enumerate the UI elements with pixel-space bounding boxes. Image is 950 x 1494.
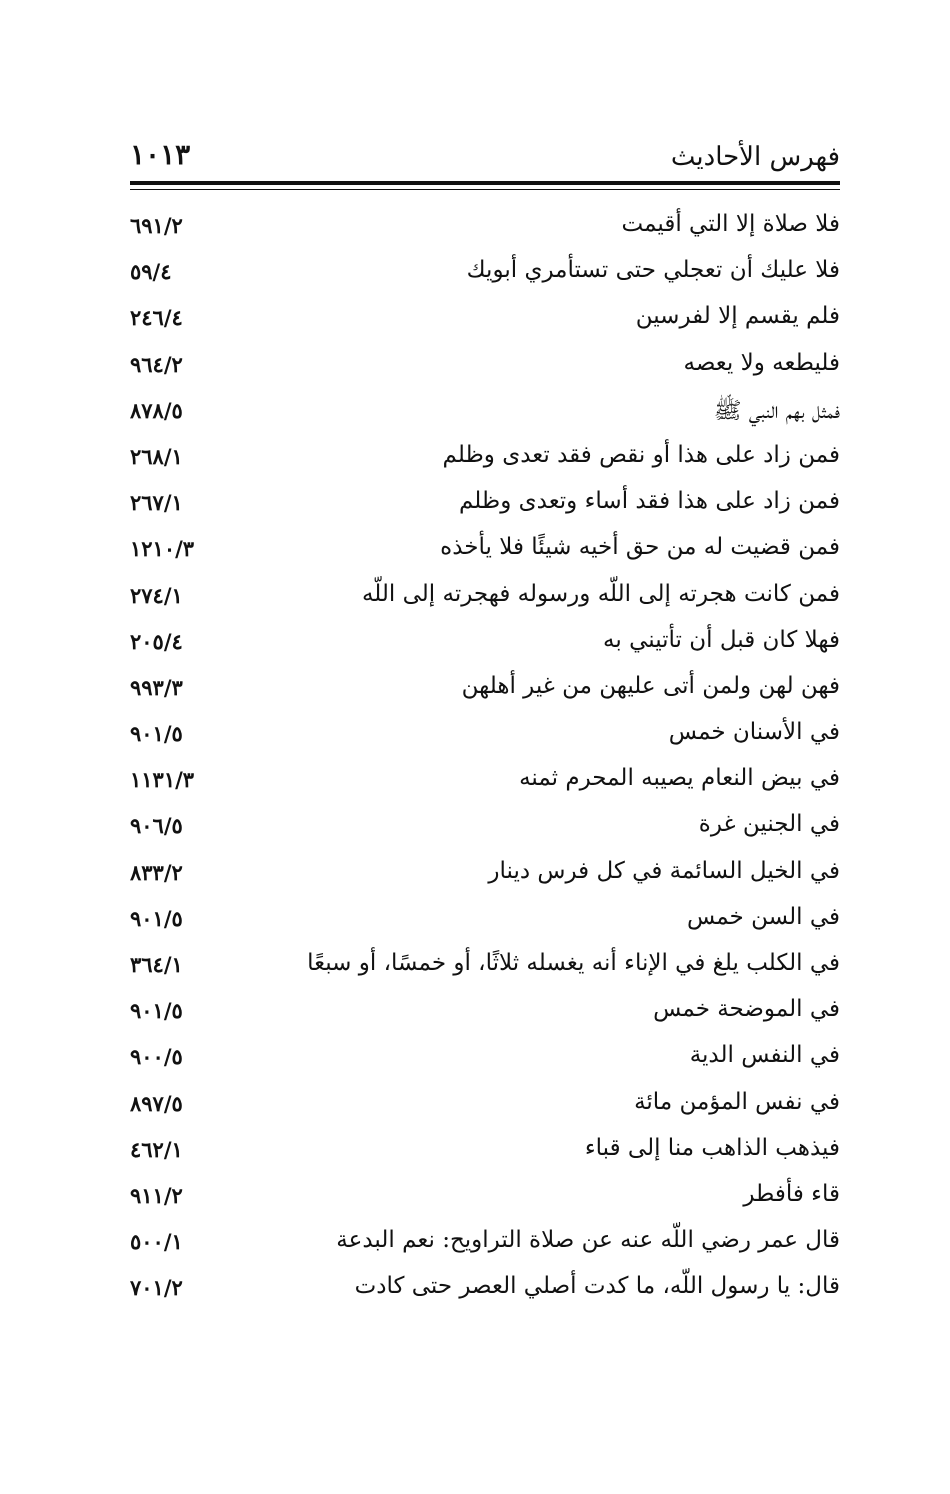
index-entry [130, 390, 840, 436]
hadith-text: في الموضحة خمس [653, 996, 840, 1023]
hadith-text: في الكلب يلغ في الإناء أنه يغسله ثلاثًا، أو خمسًا، أو سبعًا [307, 950, 840, 976]
hadith-text: فمثل بهم النبي ﷺ [713, 397, 840, 424]
index-entry [130, 852, 840, 898]
volume-page-reference: ٥٠٠/١ [130, 1229, 183, 1255]
volume-page-reference: ٨٩٧/٥ [130, 1090, 183, 1116]
index-entry [130, 621, 840, 667]
hadith-text: في نفس المؤمن مائة [634, 1088, 840, 1115]
hadith-text: في السن خمس [686, 903, 840, 930]
index-entry [130, 805, 840, 851]
index-entry [130, 944, 840, 990]
hadith-text: قاء فأفطر [743, 1180, 840, 1207]
index-entry [130, 297, 840, 343]
hadith-text: قال: يا رسول اللّه، ما كدت أصلي العصر حتى كادت [354, 1273, 840, 1300]
volume-page-reference: ٧٠١/٢ [130, 1275, 183, 1301]
volume-page-reference: ١١٣١/٣ [130, 767, 195, 793]
volume-page-reference: ٨٣٣/٢ [130, 859, 183, 885]
hadith-text: فهلا كان قبل أن تأتيني به [603, 626, 840, 653]
index-entry [130, 1083, 840, 1129]
volume-page-reference: ١٢١٠/٣ [130, 536, 195, 562]
hadith-text: فلا عليك أن تعجلي حتى تستأمري أبويك [466, 257, 840, 284]
index-entry [130, 1129, 840, 1175]
page-header [130, 132, 840, 180]
volume-page-reference: ٤٦٢/١ [130, 1136, 183, 1162]
index-entry [130, 436, 840, 482]
volume-page-reference: ٢٤٦/٤ [130, 305, 183, 331]
hadith-text: فهن لهن ولمن أتى عليهن من غير أهلهن [461, 672, 840, 699]
volume-page-reference: ٢٠٥/٤ [130, 628, 183, 654]
hadith-text: في الجنين غرة [698, 811, 840, 838]
hadith-text: قال عمر رضي اللّه عنه عن صلاة التراويح: نعم البدعة [336, 1227, 840, 1254]
index-entry [130, 251, 840, 297]
index-entry [130, 990, 840, 1036]
index-entry [130, 1036, 840, 1082]
volume-page-reference: ٢٦٨/١ [130, 443, 183, 469]
volume-page-reference: ٩٠١/٥ [130, 721, 183, 747]
index-entry [130, 713, 840, 759]
hadith-text: في الخيل السائمة في كل فرس دينار [488, 857, 840, 884]
volume-page-reference: ٩٠١/٥ [130, 998, 183, 1024]
volume-page-reference: ٩٠٦/٥ [130, 813, 183, 839]
hadith-text: في بيض النعام يصيبه المحرم ثمنه [519, 765, 840, 792]
index-entry [130, 344, 840, 390]
hadith-text: فمن زاد على هذا أو نقص فقد تعدى وظلم [442, 441, 840, 468]
hadith-text: في الأسنان خمس [668, 719, 840, 746]
hadith-text: فليطعه ولا يعصه [683, 349, 840, 376]
hadith-text: فلا صلاة إلا التي أقيمت [621, 211, 840, 237]
volume-page-reference: ٥٩/٤ [130, 259, 172, 285]
index-entry [130, 1175, 840, 1221]
index-title: فهرس الأحاديث [670, 142, 840, 172]
volume-page-reference: ٩٠٠/٥ [130, 1044, 183, 1070]
volume-page-reference: ٩٦٤/٢ [130, 351, 183, 377]
volume-page-reference: ٣٦٤/١ [130, 952, 183, 977]
index-entry [130, 667, 840, 713]
hadith-text: في النفس الدية [689, 1042, 840, 1069]
index-entry [130, 528, 840, 574]
hadith-index-list [130, 205, 840, 1314]
index-entry [130, 898, 840, 944]
header-rule-thick [130, 181, 840, 185]
index-entry [130, 1221, 840, 1267]
volume-page-reference: ٩٠١/٥ [130, 905, 183, 931]
hadith-text: فيذهب الذاهب منا إلى قباء [584, 1134, 840, 1161]
volume-page-reference: ٢٧٤/١ [130, 582, 183, 608]
volume-page-reference: ٨٧٨/٥ [130, 397, 183, 423]
page-number: ١٠١٣ [130, 138, 191, 171]
header-rule-thin [130, 189, 840, 190]
volume-page-reference: ٩١١/٢ [130, 1182, 183, 1208]
index-entry [130, 482, 840, 528]
index-entry [130, 575, 840, 621]
index-entry [130, 759, 840, 805]
hadith-text: فمن كانت هجرته إلى اللّه ورسوله فهجرته إلى اللّه [361, 580, 840, 607]
hadith-text: فلم يقسم إلا لفرسين [635, 303, 840, 330]
volume-page-reference: ٦٩١/٢ [130, 213, 183, 238]
volume-page-reference: ٩٩٣/٣ [130, 674, 183, 700]
index-entry [130, 1267, 840, 1313]
volume-page-reference: ٢٦٧/١ [130, 490, 183, 516]
index-entry [130, 205, 840, 251]
hadith-text: فمن قضيت له من حق أخيه شيئًا فلا يأخذه [440, 534, 840, 561]
hadith-text: فمن زاد على هذا فقد أساء وتعدى وظلم [458, 488, 840, 515]
